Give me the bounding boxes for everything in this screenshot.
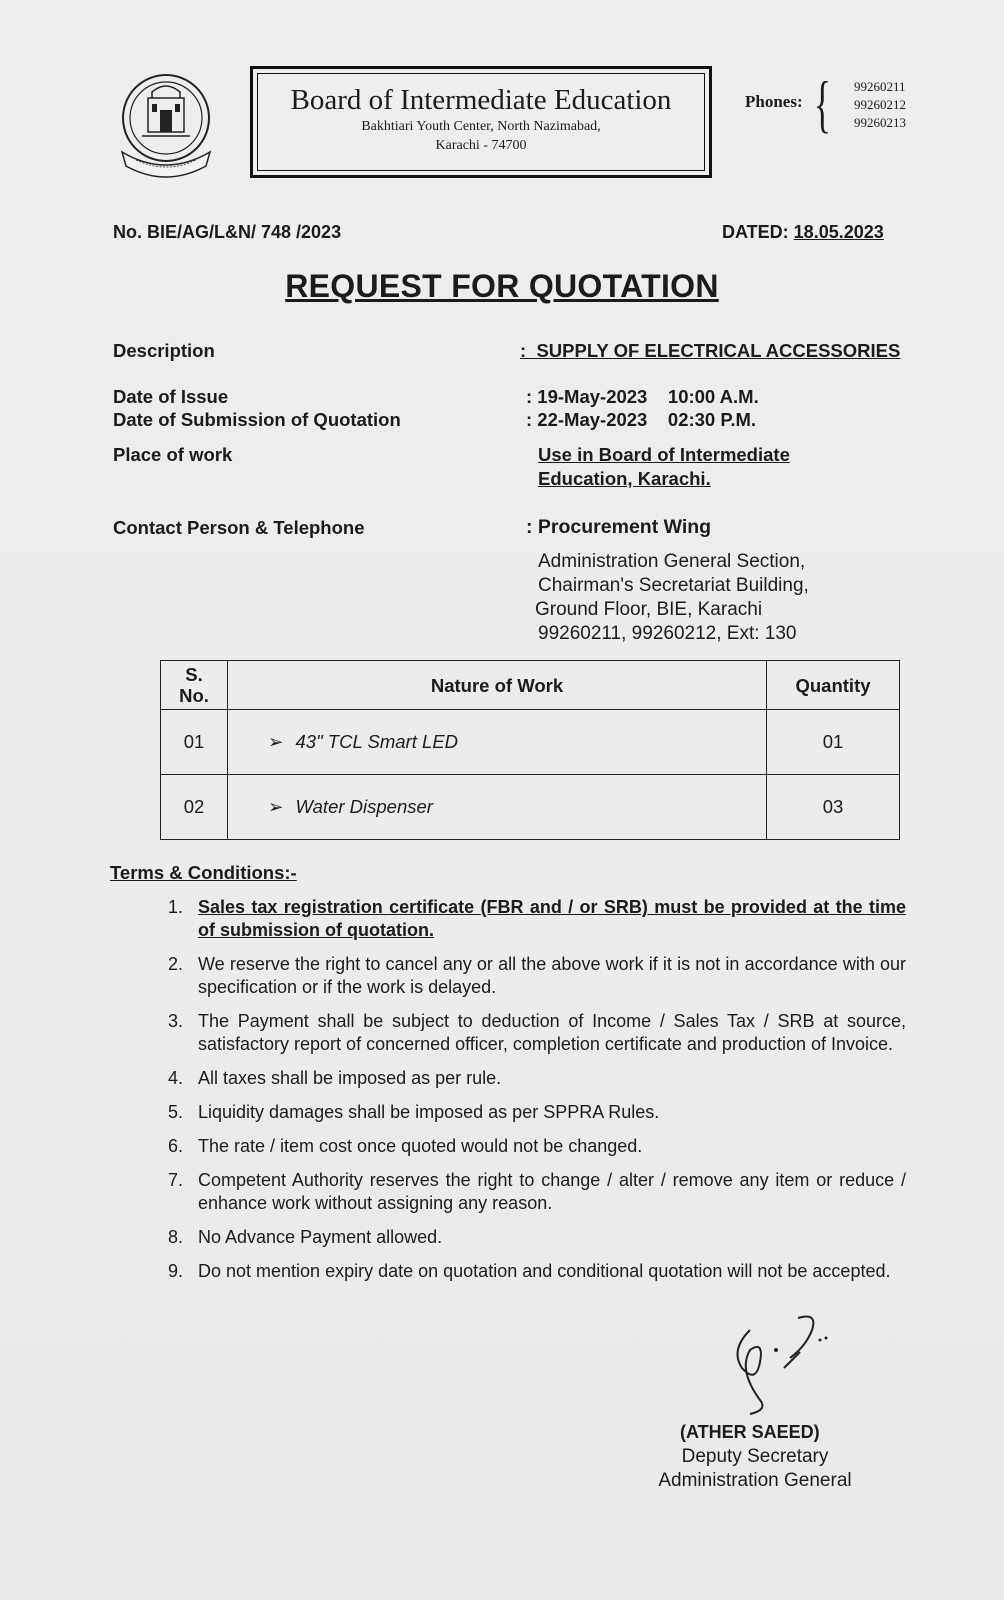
submission-date-label: Date of Submission of Quotation — [113, 409, 401, 430]
term-text: Do not mention expiry date on quotation and conditional quotation will not be accepted. — [198, 1261, 891, 1281]
table-row — [161, 775, 900, 840]
contact-line: Administration General Section, — [538, 551, 806, 572]
description-label: Description — [113, 340, 215, 361]
contact-details — [535, 550, 809, 646]
term-item — [168, 896, 906, 942]
term-text: Liquidity damages shall be imposed as per SPPRA Rules. — [198, 1102, 660, 1122]
issue-date-label: Date of Issue — [113, 386, 229, 407]
term-text: The Payment shall be subject to deduction of Income / Sales Tax / SRB at source, satisfactory report of concerned officer, completion certificate and production of Invoice. — [198, 1011, 906, 1054]
contact-label: Contact Person & Telephone — [113, 517, 365, 538]
board-seal-logo — [116, 70, 216, 180]
sno-header-line-1: S. — [185, 664, 203, 685]
document-title: REQUEST FOR QUOTATION — [285, 268, 719, 304]
term-text: We reserve the right to cancel any or all the above work if it is not in accordance with our specification or if the work is delayed. — [198, 954, 906, 997]
reference-number: No. BIE/AG/L&N/ 748 /2023 — [113, 222, 342, 242]
term-text: Sales tax registration certificate (FBR and / or SRB) must be provided at the time of submission of quotation. — [198, 897, 906, 940]
organization-name: Board of Intermediate Education — [290, 84, 672, 116]
signatory-department: Administration General — [658, 1470, 852, 1491]
description-value: : SUPPLY OF ELECTRICAL ACCESSORIES — [520, 340, 901, 361]
handwritten-signature — [720, 1310, 850, 1420]
term-number: 4. — [168, 1068, 184, 1088]
phone-number: 99260211 — [854, 79, 906, 94]
term-number: 2. — [168, 954, 184, 974]
quantity-cell: 03 — [767, 775, 900, 840]
work-header: Nature of Work — [228, 661, 767, 710]
term-number: 8. — [168, 1227, 184, 1247]
sno-cell: 01 — [161, 710, 228, 775]
submission-date-value: : 22-May-2023 02:30 P.M. — [526, 409, 757, 430]
term-item — [168, 1010, 906, 1056]
dated-value: 18.05.2023 — [793, 222, 884, 242]
work-cell — [228, 710, 767, 775]
contact-line: Chairman's Secretariat Building, — [538, 575, 809, 596]
term-text: The rate / item cost once quoted would not be changed. — [198, 1136, 643, 1156]
signatory-name: (ATHER SAEED) — [680, 1422, 820, 1442]
place-of-work-line-1: Use in Board of Intermediate — [538, 444, 790, 465]
items-table — [160, 660, 900, 840]
contact-head: : Procurement Wing — [526, 516, 712, 538]
term-text: No Advance Payment allowed. — [198, 1227, 443, 1247]
work-cell — [228, 775, 767, 840]
dated — [722, 222, 884, 243]
terms-heading: Terms & Conditions:- — [110, 862, 297, 883]
term-number: 5. — [168, 1102, 184, 1122]
place-of-work-line-2: Education, Karachi. — [538, 468, 711, 489]
table-row — [161, 710, 900, 775]
contact-line: 99260211, 99260212, Ext: 130 — [538, 623, 797, 644]
address-line-1: Bakhtiari Youth Center, North Nazimabad, — [361, 119, 601, 134]
term-item — [168, 1169, 906, 1215]
phones-label: Phones: — [745, 92, 803, 111]
work-text: 43" TCL Smart LED — [295, 731, 459, 752]
arrow-bullet-icon: ➢ — [268, 796, 284, 817]
term-item — [168, 1067, 906, 1090]
contact-line: Ground Floor, BIE, Karachi — [535, 599, 763, 620]
term-item — [168, 1101, 906, 1124]
phones-list — [854, 78, 906, 132]
term-number: 6. — [168, 1136, 184, 1156]
term-text: Competent Authority reserves the right to change / alter / remove any item or reduce / enhance work without assigning any reason. — [198, 1170, 906, 1213]
term-item — [168, 1226, 906, 1249]
quantity-header: Quantity — [767, 661, 900, 710]
signatory-title: Deputy Secretary — [681, 1446, 829, 1467]
dated-label: DATED: — [722, 222, 789, 242]
term-item — [168, 953, 906, 999]
phones-brace: { — [814, 68, 831, 139]
term-item — [168, 1260, 906, 1283]
term-number: 3. — [168, 1011, 184, 1031]
term-number: 9. — [168, 1261, 184, 1281]
table-header-row — [161, 661, 900, 710]
sno-cell: 02 — [161, 775, 228, 840]
terms-list — [168, 896, 906, 1294]
term-item — [168, 1135, 906, 1158]
sno-header-line-2: No. — [179, 685, 209, 706]
arrow-bullet-icon: ➢ — [268, 731, 284, 752]
place-of-work-label: Place of work — [113, 444, 233, 465]
letterhead-box — [250, 66, 712, 178]
work-text: Water Dispenser — [295, 796, 433, 817]
issue-date-value: : 19-May-2023 10:00 A.M. — [526, 386, 759, 407]
term-number: 7. — [168, 1170, 184, 1190]
sno-header — [161, 661, 228, 710]
quantity-cell: 01 — [767, 710, 900, 775]
term-number: 1. — [168, 897, 184, 917]
phone-number: 99260213 — [854, 115, 906, 130]
address-line-2: Karachi - 74700 — [435, 138, 527, 153]
term-text: All taxes shall be imposed as per rule. — [198, 1068, 502, 1088]
phone-number: 99260212 — [854, 97, 906, 112]
